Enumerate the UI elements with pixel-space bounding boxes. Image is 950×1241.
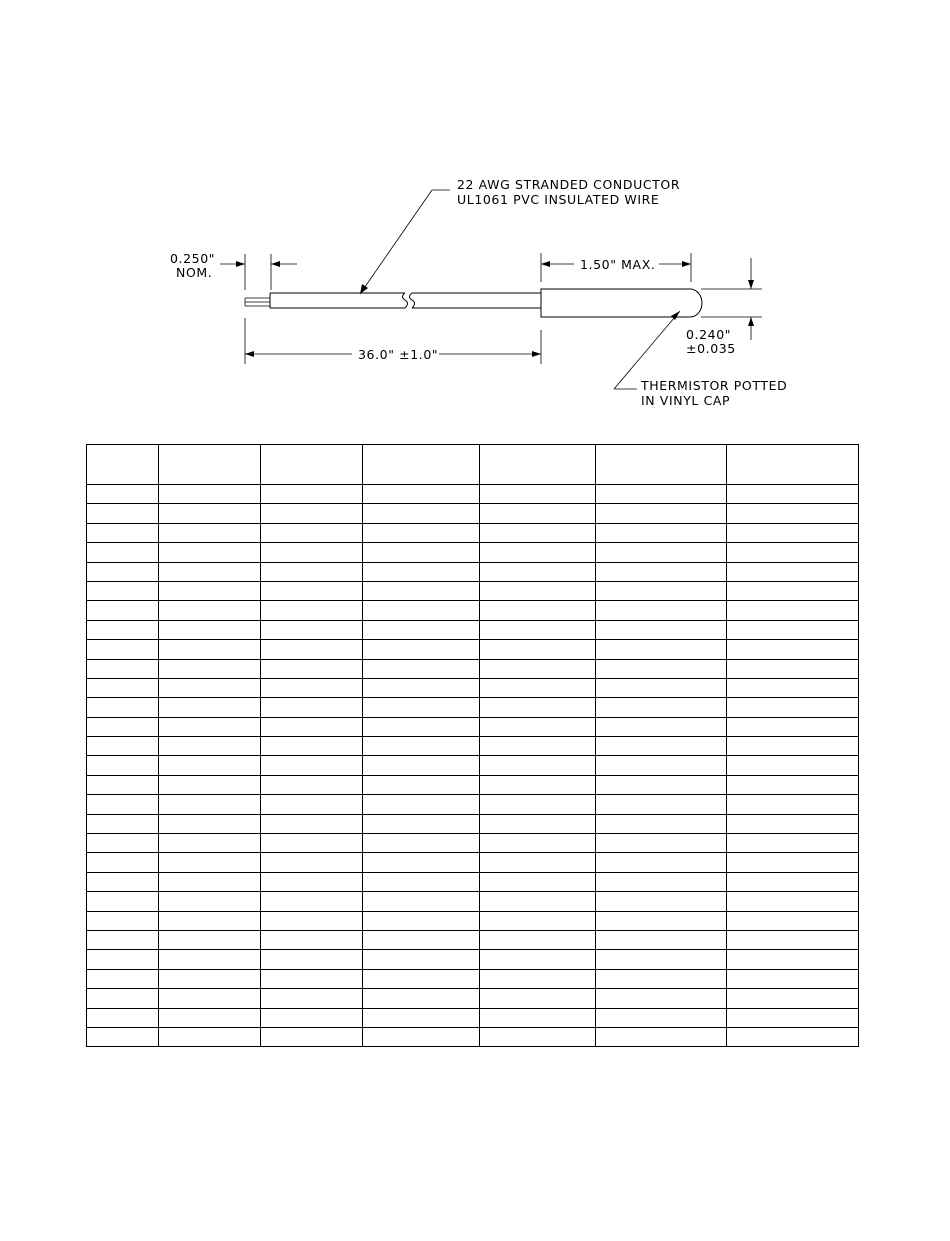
table-row <box>87 678 859 697</box>
table-cell <box>596 834 727 853</box>
table-row <box>87 872 859 891</box>
table-cell <box>727 911 859 930</box>
table-cell <box>727 504 859 523</box>
table-row <box>87 756 859 775</box>
table-cell <box>261 640 363 659</box>
table-cell <box>596 1008 727 1027</box>
table-header <box>87 445 859 485</box>
table-cell <box>480 834 596 853</box>
table-cell <box>363 678 480 697</box>
table-cell <box>87 814 159 833</box>
table-cell <box>87 989 159 1008</box>
table-cell <box>261 523 363 542</box>
table-cell <box>363 523 480 542</box>
table-cell <box>480 756 596 775</box>
table-cell <box>87 601 159 620</box>
table-row <box>87 543 859 562</box>
table-cell <box>727 969 859 988</box>
table-cell <box>87 756 159 775</box>
table-row <box>87 834 859 853</box>
table-cell <box>87 523 159 542</box>
table-cell <box>480 930 596 949</box>
table-cell <box>727 795 859 814</box>
table-cell <box>159 678 261 697</box>
table-cell <box>727 872 859 891</box>
column-header <box>596 445 727 485</box>
table-cell <box>363 485 480 504</box>
table-row <box>87 930 859 949</box>
table-cell <box>727 989 859 1008</box>
table-cell <box>596 989 727 1008</box>
table-cell <box>159 659 261 678</box>
table-row <box>87 795 859 814</box>
strip-length-label-2: NOM. <box>176 265 213 280</box>
table-cell <box>480 620 596 639</box>
table-cell <box>363 640 480 659</box>
table-cell <box>261 950 363 969</box>
table-cell <box>480 989 596 1008</box>
table-row <box>87 620 859 639</box>
table-cell <box>727 737 859 756</box>
table-cell <box>261 872 363 891</box>
table-row <box>87 504 859 523</box>
table-cell <box>727 717 859 736</box>
thermistor-label-2: IN VINYL CAP <box>641 393 731 408</box>
table-row <box>87 814 859 833</box>
table-cell <box>596 581 727 600</box>
table-cell <box>480 678 596 697</box>
table-cell <box>261 756 363 775</box>
table-cell <box>480 640 596 659</box>
table-cell <box>261 1027 363 1046</box>
table-row <box>87 601 859 620</box>
wire-length-label: 36.0" ±1.0" <box>358 347 439 362</box>
table-row <box>87 717 859 736</box>
table-cell <box>727 698 859 717</box>
table-cell <box>596 717 727 736</box>
table-cell <box>596 504 727 523</box>
table-cell <box>363 737 480 756</box>
table-cell <box>261 969 363 988</box>
table-cell <box>727 950 859 969</box>
table-cell <box>596 814 727 833</box>
table-cell <box>596 523 727 542</box>
table-cell <box>261 775 363 794</box>
table-cell <box>87 872 159 891</box>
table-cell <box>363 892 480 911</box>
table-cell <box>480 659 596 678</box>
table-row <box>87 562 859 581</box>
table-cell <box>159 795 261 814</box>
table-cell <box>596 853 727 872</box>
table-row <box>87 911 859 930</box>
table-row <box>87 640 859 659</box>
table-cell <box>159 562 261 581</box>
table-cell <box>261 911 363 930</box>
table-cell <box>480 698 596 717</box>
table-cell <box>596 795 727 814</box>
table-cell <box>87 562 159 581</box>
conductor-label-2: UL1061 PVC INSULATED WIRE <box>457 192 660 207</box>
table-cell <box>363 717 480 736</box>
table-cell <box>159 930 261 949</box>
table-cell <box>261 834 363 853</box>
table-cell <box>727 775 859 794</box>
table-row <box>87 737 859 756</box>
table-cell <box>596 775 727 794</box>
table-cell <box>727 640 859 659</box>
table-cell <box>261 485 363 504</box>
table-cell <box>363 795 480 814</box>
table-cell <box>363 989 480 1008</box>
table-cell <box>480 523 596 542</box>
table-cell <box>596 872 727 891</box>
table-cell <box>480 504 596 523</box>
table-row <box>87 989 859 1008</box>
column-header <box>159 445 261 485</box>
table-cell <box>159 581 261 600</box>
table-cell <box>159 969 261 988</box>
table-cell <box>363 1027 480 1046</box>
table-row <box>87 775 859 794</box>
thermistor-label-1: THERMISTOR POTTED <box>641 378 788 393</box>
cap-diameter-label-1: 0.240" <box>686 327 732 342</box>
table-cell <box>261 601 363 620</box>
table-cell <box>480 872 596 891</box>
stripped-conductors <box>245 298 270 306</box>
table-cell <box>159 698 261 717</box>
table-cell <box>727 1027 859 1046</box>
table-cell <box>363 872 480 891</box>
table-cell <box>159 756 261 775</box>
column-header <box>87 445 159 485</box>
table-cell <box>480 795 596 814</box>
table-cell <box>261 678 363 697</box>
table-cell <box>363 562 480 581</box>
table-cell <box>159 717 261 736</box>
table-cell <box>727 834 859 853</box>
conductor-leader <box>360 190 450 294</box>
cap-length-label: 1.50" MAX. <box>580 257 656 272</box>
table-cell <box>480 814 596 833</box>
table-cell <box>87 911 159 930</box>
table-cell <box>727 543 859 562</box>
table-cell <box>261 620 363 639</box>
table-cell <box>159 1008 261 1027</box>
table-cell <box>87 930 159 949</box>
table-cell <box>727 892 859 911</box>
table-cell <box>363 620 480 639</box>
table-row <box>87 581 859 600</box>
table-cell <box>87 543 159 562</box>
table-cell <box>363 834 480 853</box>
table-cell <box>159 950 261 969</box>
table-cell <box>480 737 596 756</box>
table-cell <box>159 543 261 562</box>
table-row <box>87 659 859 678</box>
table-cell <box>596 678 727 697</box>
data-table <box>86 444 859 1047</box>
table-cell <box>87 717 159 736</box>
table-cell <box>480 775 596 794</box>
table-cell <box>261 930 363 949</box>
strip-length-label-1: 0.250" <box>170 251 216 266</box>
table-cell <box>480 601 596 620</box>
table-cell <box>727 562 859 581</box>
table-cell <box>596 485 727 504</box>
table-cell <box>363 911 480 930</box>
table-cell <box>363 969 480 988</box>
table-cell <box>87 1027 159 1046</box>
table-cell <box>87 892 159 911</box>
table-cell <box>87 1008 159 1027</box>
table-cell <box>363 543 480 562</box>
column-header <box>480 445 596 485</box>
table-cell <box>159 872 261 891</box>
table-cell <box>480 950 596 969</box>
table-cell <box>159 989 261 1008</box>
table-cell <box>363 950 480 969</box>
table-body <box>87 485 859 1047</box>
table-cell <box>261 562 363 581</box>
table-cell <box>261 853 363 872</box>
table-cell <box>159 640 261 659</box>
table-cell <box>261 892 363 911</box>
table-cell <box>363 756 480 775</box>
table-cell <box>480 485 596 504</box>
table-row <box>87 969 859 988</box>
table-cell <box>261 543 363 562</box>
table-cell <box>87 659 159 678</box>
table-row <box>87 1027 859 1046</box>
table-cell <box>596 543 727 562</box>
table-row <box>87 853 859 872</box>
table-cell <box>363 853 480 872</box>
table-cell <box>480 717 596 736</box>
table-cell <box>87 678 159 697</box>
table-cell <box>261 795 363 814</box>
table-cell <box>159 853 261 872</box>
table-cell <box>159 892 261 911</box>
table-cell <box>596 601 727 620</box>
table-cell <box>87 969 159 988</box>
table-cell <box>480 543 596 562</box>
column-header <box>363 445 480 485</box>
table-cell <box>159 775 261 794</box>
table-cell <box>727 523 859 542</box>
table-cell <box>87 581 159 600</box>
strip-length-dimension <box>220 254 297 290</box>
table-row <box>87 950 859 969</box>
table-cell <box>727 485 859 504</box>
thermistor-probe-drawing <box>0 0 950 430</box>
table-cell <box>480 562 596 581</box>
table-cell <box>596 756 727 775</box>
table-cell <box>596 930 727 949</box>
table-cell <box>727 601 859 620</box>
table-cell <box>159 601 261 620</box>
column-header <box>261 445 363 485</box>
table-cell <box>596 737 727 756</box>
table-cell <box>596 950 727 969</box>
table-cell <box>87 620 159 639</box>
table-cell <box>363 601 480 620</box>
table-cell <box>363 659 480 678</box>
table-cell <box>727 678 859 697</box>
table-cell <box>261 698 363 717</box>
table-cell <box>87 640 159 659</box>
table-cell <box>727 814 859 833</box>
table-cell <box>87 737 159 756</box>
table-cell <box>261 989 363 1008</box>
column-header <box>727 445 859 485</box>
conductor-label-1: 22 AWG STRANDED CONDUCTOR <box>457 177 681 192</box>
table-row <box>87 892 859 911</box>
table-cell <box>159 834 261 853</box>
cap-diameter-label-2: ±0.035 <box>686 341 736 356</box>
table-cell <box>363 1008 480 1027</box>
table-cell <box>261 717 363 736</box>
table-cell <box>87 504 159 523</box>
table-cell <box>480 969 596 988</box>
table-cell <box>727 756 859 775</box>
table-row <box>87 523 859 542</box>
table-cell <box>261 659 363 678</box>
table-cell <box>596 698 727 717</box>
table-cell <box>363 504 480 523</box>
table-cell <box>87 485 159 504</box>
table-cell <box>727 659 859 678</box>
table-cell <box>596 911 727 930</box>
table-cell <box>480 581 596 600</box>
table-cell <box>363 581 480 600</box>
table-cell <box>727 930 859 949</box>
table-cell <box>480 1008 596 1027</box>
table-cell <box>480 1027 596 1046</box>
table-cell <box>87 698 159 717</box>
table-cell <box>363 930 480 949</box>
table-cell <box>159 1027 261 1046</box>
table-cell <box>596 892 727 911</box>
table-row <box>87 485 859 504</box>
table-cell <box>596 1027 727 1046</box>
table-cell <box>596 620 727 639</box>
table-cell <box>261 814 363 833</box>
table-cell <box>87 775 159 794</box>
table-cell <box>87 834 159 853</box>
table-row <box>87 698 859 717</box>
table-cell <box>727 581 859 600</box>
table-cell <box>480 853 596 872</box>
table-cell <box>363 814 480 833</box>
table-cell <box>159 737 261 756</box>
table-cell <box>363 698 480 717</box>
table-cell <box>727 620 859 639</box>
table-cell <box>596 659 727 678</box>
table-cell <box>159 814 261 833</box>
table-cell <box>480 911 596 930</box>
table-cell <box>159 523 261 542</box>
table-cell <box>363 775 480 794</box>
table-row <box>87 1008 859 1027</box>
table-cell <box>596 562 727 581</box>
table-cell <box>261 737 363 756</box>
table-cell <box>159 485 261 504</box>
table-cell <box>261 1008 363 1027</box>
insulated-wire <box>270 293 541 308</box>
table-header-row <box>87 445 859 485</box>
table-cell <box>261 504 363 523</box>
table-cell <box>87 795 159 814</box>
table-cell <box>596 969 727 988</box>
table-cell <box>480 892 596 911</box>
table-cell <box>596 640 727 659</box>
table-cell <box>159 911 261 930</box>
table-cell <box>261 581 363 600</box>
table-cell <box>87 853 159 872</box>
table-cell <box>727 853 859 872</box>
table-cell <box>727 1008 859 1027</box>
table-cell <box>159 620 261 639</box>
table-cell <box>87 950 159 969</box>
table-cell <box>159 504 261 523</box>
